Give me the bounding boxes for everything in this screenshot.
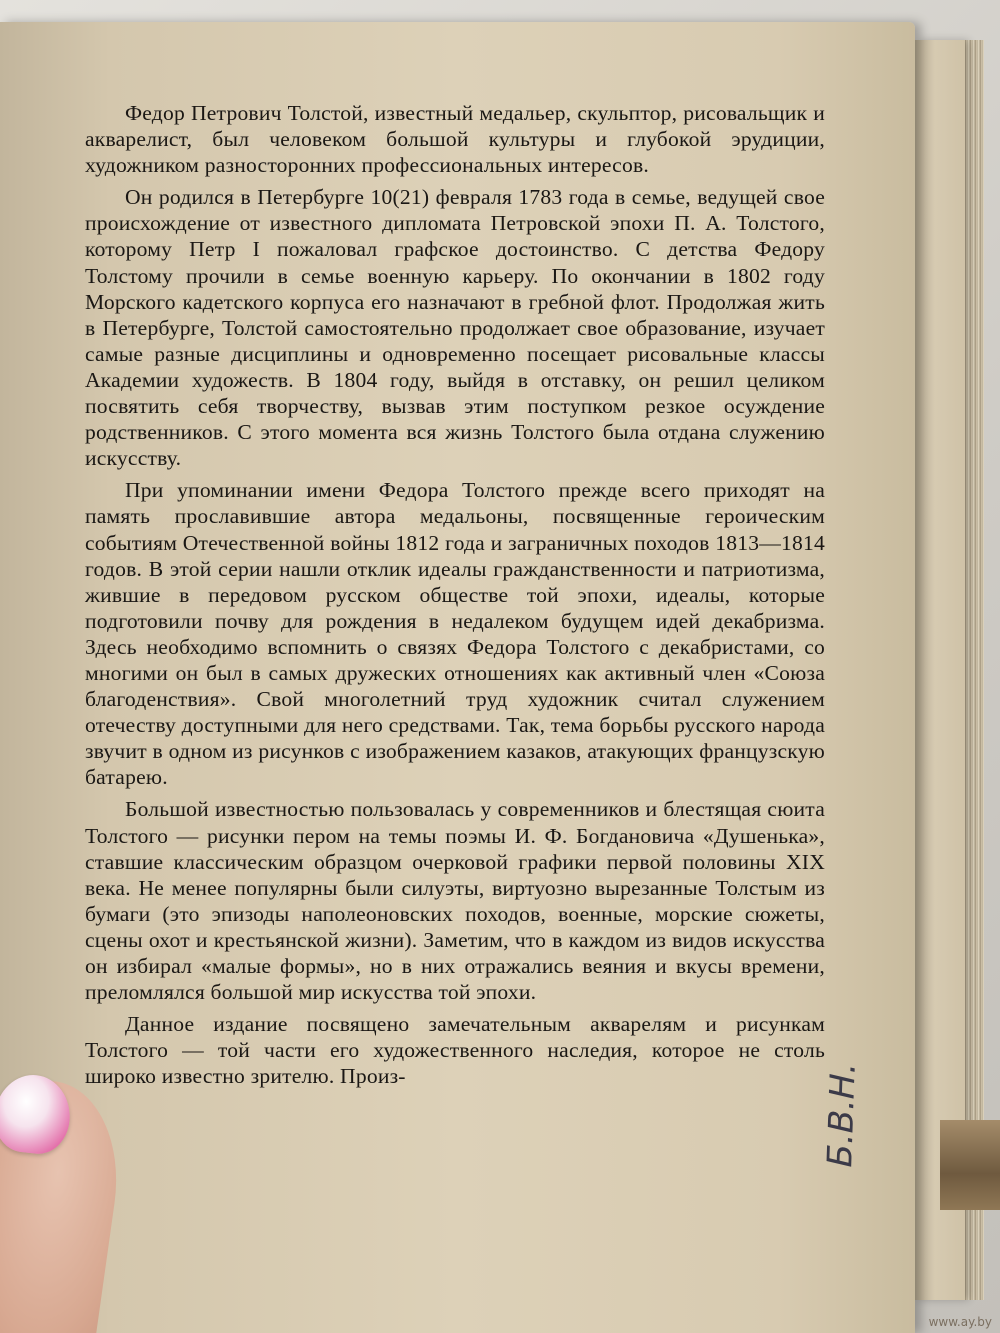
page-text: [85, 100, 825, 1095]
photo-card-corner: [940, 1120, 1000, 1210]
next-page-edge: [915, 40, 965, 1300]
handwritten-note: Б.В.Н.: [820, 1062, 864, 1168]
paragraph-1: Федор Петрович Толстой, известный медальер, скульптор, рисовальщик и акварелист, был человеком большой культуры и глубокой эрудиции, художником разносторонних профессиональных интересов.: [85, 101, 825, 178]
paragraph-3: При упоминании имени Федора Толстого прежде всего приходят на память прославившие автора медальоны, посвященные героическим событиям Отечественной войны 1812 года и заграничных походов 1813—1814 годов. В этой серии нашли отклик идеалы гражданственности и патриотизма, жившие в передовом русском обществе той эпохи, идеалы, которые подготовили почву для рождения в недалеком будущем идей декабризма. Здесь необходимо вспомнить о связях Федора Толстого с декабристами, со многими он был в самых дружеских отношениях как активный член «Союза благоденствия». Свой многолетний труд художник считал служением отечеству доступными для него средствами. Так, тема борьбы русского народа звучит в одном из рисунков с изображением казаков, атакующих французскую батарею.: [85, 478, 825, 790]
paragraph-5: Данное издание посвящено замечательным акварелям и рисункам Толстого — той части его художественного наследия, которое не столь широко известно зрителю. Произ-: [85, 1012, 825, 1089]
watermark: www.ay.by: [928, 1315, 992, 1329]
page-stack-edge: [962, 40, 984, 1300]
paragraph-2: Он родился в Петербурге 10(21) февраля 1783 года в семье, ведущей свое происхождение от известного дипломата Петровской эпохи П. А. Толстого, которому Петр I пожаловал графское достоинство. С детства Федору Толстому прочили в семье военную карьеру. По окончании в 1802 году Морского кадетского корпуса его назначают в гребной флот. Продолжая жить в Петербурге, Толстой самостоятельно продолжает свое образование, изучает самые разные дисциплины и одновременно посещает рисовальные классы Академии художеств. В 1804 году, выйдя в отставку, он решил целиком посвятить себя творчеству, вызвав этим поступком резкое осуждение родственников. С этого момента вся жизнь Толстого была отдана служению искусству.: [85, 185, 825, 471]
paragraph-4: Большой известностью пользовалась у современников и блестящая сюита Толстого — рисунки пером на темы поэмы И. Ф. Богдановича «Душенька», ставшие классическим образцом очерковой графики первой половины XIX века. Не менее популярны были силуэты, виртуозно вырезанные Толстым из бумаги (это эпизоды наполеоновских походов, военные, морские сюжеты, сцены охот и крестьянской жизни). Заметим, что в каждом из видов искусства он избирал «малые формы», но в них отражались веяния и вкусы времени, преломлялся большой мир искусства той эпохи.: [85, 797, 825, 1005]
